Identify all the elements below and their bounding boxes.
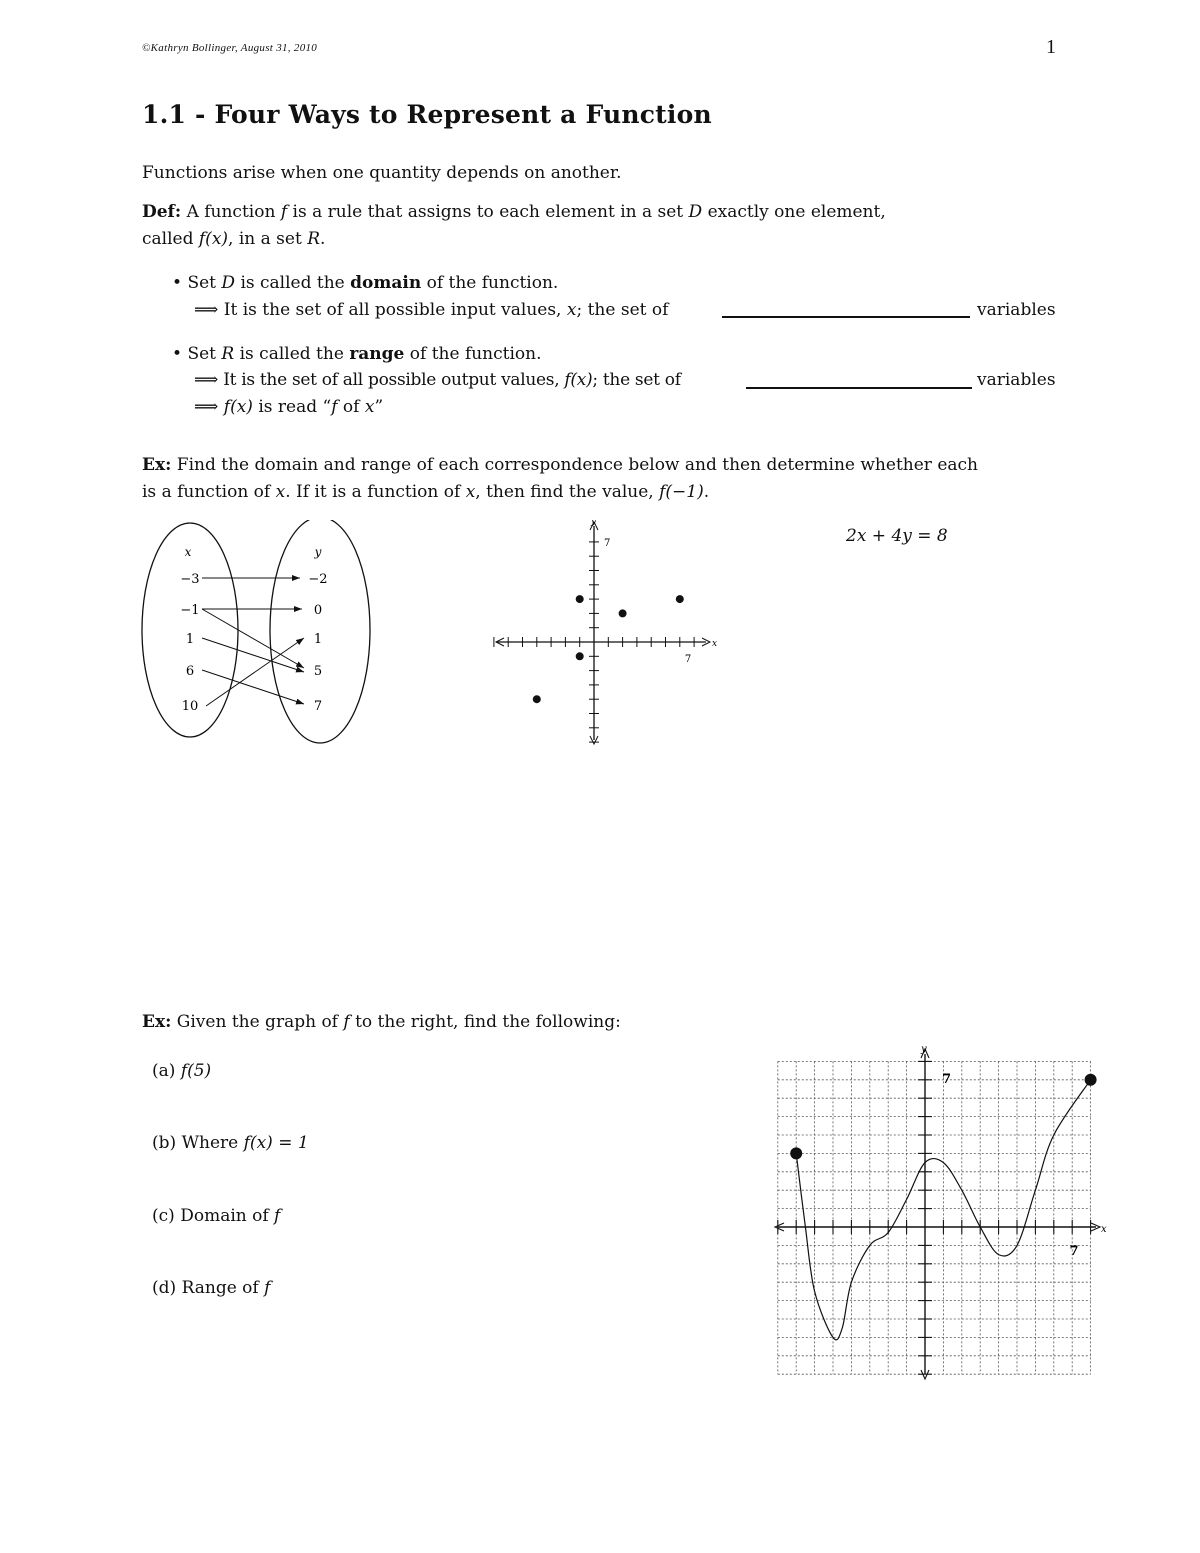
ex-text: is a function of — [142, 482, 271, 502]
y-tick-label: 7 — [604, 538, 611, 549]
math-x: x — [364, 397, 375, 417]
example2-line — [142, 1009, 621, 1036]
scatter-point — [576, 652, 584, 660]
ex-text: Given the graph of — [176, 1012, 338, 1032]
scatter-point — [576, 595, 584, 603]
mapping-arrow — [202, 609, 304, 668]
question-text: Domain of — [180, 1206, 269, 1226]
mapping-arrow — [206, 638, 304, 706]
def-text: called — [142, 229, 194, 249]
math-x: x — [465, 482, 476, 502]
scatter-chart — [490, 520, 720, 748]
range-value: −2 — [308, 572, 328, 587]
term-range: range — [349, 344, 405, 364]
math-f: f — [280, 202, 288, 222]
def-text: A function — [186, 202, 276, 222]
question-b — [152, 1130, 309, 1157]
question-label: (a) — [152, 1061, 176, 1081]
function-graph — [770, 1040, 1115, 1385]
range-answer-blank[interactable] — [746, 387, 972, 389]
example1-line-2 — [142, 479, 709, 506]
math-f-neg1: f(−1) — [659, 482, 704, 502]
ex-label: Ex: — [142, 455, 172, 475]
read-text: is read “ — [258, 397, 332, 417]
def-text: exactly one element, — [707, 202, 886, 222]
bullet: • — [172, 344, 183, 364]
domain-value: 1 — [185, 632, 195, 647]
x-axis-label: x — [1101, 1224, 1107, 1235]
math-fx: f(x) — [198, 229, 229, 249]
scatter-point — [619, 609, 627, 617]
y-axis-label: y — [591, 520, 597, 527]
math-R: R — [221, 344, 235, 364]
bullet-text: Set — [187, 344, 216, 364]
bullet-text: is called the — [239, 344, 344, 364]
bullet-text: of the function. — [409, 344, 542, 364]
implies-arrow: ⟹ — [194, 397, 219, 417]
section-title: 1.1 - Four Ways to Represent a Function — [142, 100, 712, 129]
question-label: (c) — [152, 1206, 175, 1226]
read-fx-line — [194, 394, 383, 421]
range-value: 1 — [313, 632, 323, 647]
mapping-arrow — [202, 670, 304, 704]
ex-text: to the right, find the following: — [355, 1012, 621, 1032]
def-text: is a rule that assigns to each element in a set — [292, 202, 684, 222]
def-text: , in a set — [228, 229, 302, 249]
mapping-x-header: x — [184, 545, 192, 559]
x-tick-label: 7 — [684, 654, 692, 665]
math-expr: f(5) — [180, 1061, 212, 1081]
range-value: 7 — [313, 699, 323, 714]
question-label: (d) — [152, 1278, 177, 1298]
range-tail: variables — [977, 370, 1056, 390]
equation: 2x + 4y = 8 — [846, 526, 948, 546]
intro-text: Functions arise when one quantity depends on another. — [142, 163, 622, 183]
def-label: Def: — [142, 202, 182, 222]
question-text: Range of — [181, 1278, 259, 1298]
implies-text: It is the set of all possible input values, — [223, 300, 562, 320]
domain-implies-line — [194, 297, 668, 324]
question-text: Where — [181, 1133, 239, 1153]
mapping-y-header: y — [314, 545, 322, 559]
scatter-point — [676, 595, 684, 603]
math-R: R — [307, 229, 321, 249]
x-axis-label: x — [712, 639, 718, 649]
y-axis-label: y — [921, 1044, 927, 1055]
implies-text: ; the set of — [592, 370, 681, 390]
domain-value: −1 — [180, 603, 200, 618]
implies-text: ; the set of — [576, 300, 669, 320]
math-D: D — [688, 202, 703, 222]
math-fx: f(x) — [564, 370, 593, 390]
math-fx: f(x) — [223, 397, 253, 417]
y-tick-label: 7 — [942, 1072, 952, 1087]
term-domain: domain — [350, 273, 422, 293]
question-c — [152, 1203, 280, 1230]
question-label: (b) — [152, 1133, 177, 1153]
scatter-point — [533, 695, 541, 703]
domain-value: 10 — [181, 699, 199, 714]
bullet-text: of the function. — [426, 273, 559, 293]
domain-value: −3 — [180, 572, 200, 587]
domain-bullet-line — [172, 270, 558, 297]
math-expr: f — [264, 1278, 271, 1298]
math-f: f — [343, 1012, 350, 1032]
implies-arrow: ⟹ — [194, 370, 219, 390]
question-a — [152, 1058, 211, 1085]
mapping-arrow — [202, 638, 304, 672]
range-implies-line — [194, 367, 681, 394]
domain-answer-blank[interactable] — [722, 316, 970, 318]
read-text: of — [342, 397, 360, 417]
math-f: f — [331, 397, 338, 417]
ex-text: Find the domain and range of each correspondence below and then determine whether each — [176, 455, 978, 475]
range-bullet-line — [172, 341, 542, 368]
x-tick-label: 7 — [1069, 1244, 1079, 1259]
math-expr: f — [274, 1206, 281, 1226]
ex-label: Ex: — [142, 1012, 172, 1032]
page-number: 1 — [1046, 36, 1056, 58]
ex-text: . If it is a function of — [285, 482, 461, 502]
definition-line-1 — [142, 199, 886, 226]
implies-arrow: ⟹ — [194, 300, 219, 320]
bullet-text: Set — [187, 273, 216, 293]
endpoint-dot — [790, 1147, 802, 1159]
implies-text: It is the set of all possible output values, — [223, 370, 560, 390]
read-text: ” — [374, 397, 384, 417]
header-credit: ©Kathryn Bollinger, August 31, 2010 — [142, 42, 318, 54]
math-expr: f(x) = 1 — [243, 1133, 309, 1153]
math-D: D — [221, 273, 236, 293]
domain-value: 6 — [185, 664, 195, 679]
example1-line-1 — [142, 452, 978, 479]
mapping-diagram — [138, 520, 378, 748]
question-d — [152, 1275, 270, 1302]
range-value: 5 — [313, 664, 323, 679]
endpoint-dot — [1085, 1074, 1097, 1086]
range-value: 0 — [313, 603, 323, 618]
ex-text: , then find the value, — [475, 482, 654, 502]
definition-line-2 — [142, 226, 325, 253]
bullet-text: is called the — [240, 273, 345, 293]
domain-tail: variables — [977, 300, 1056, 320]
bullet: • — [172, 273, 183, 293]
math-x: x — [275, 482, 286, 502]
def-text: . — [320, 229, 326, 249]
ex-text: . — [703, 482, 710, 502]
math-x: x — [566, 300, 577, 320]
